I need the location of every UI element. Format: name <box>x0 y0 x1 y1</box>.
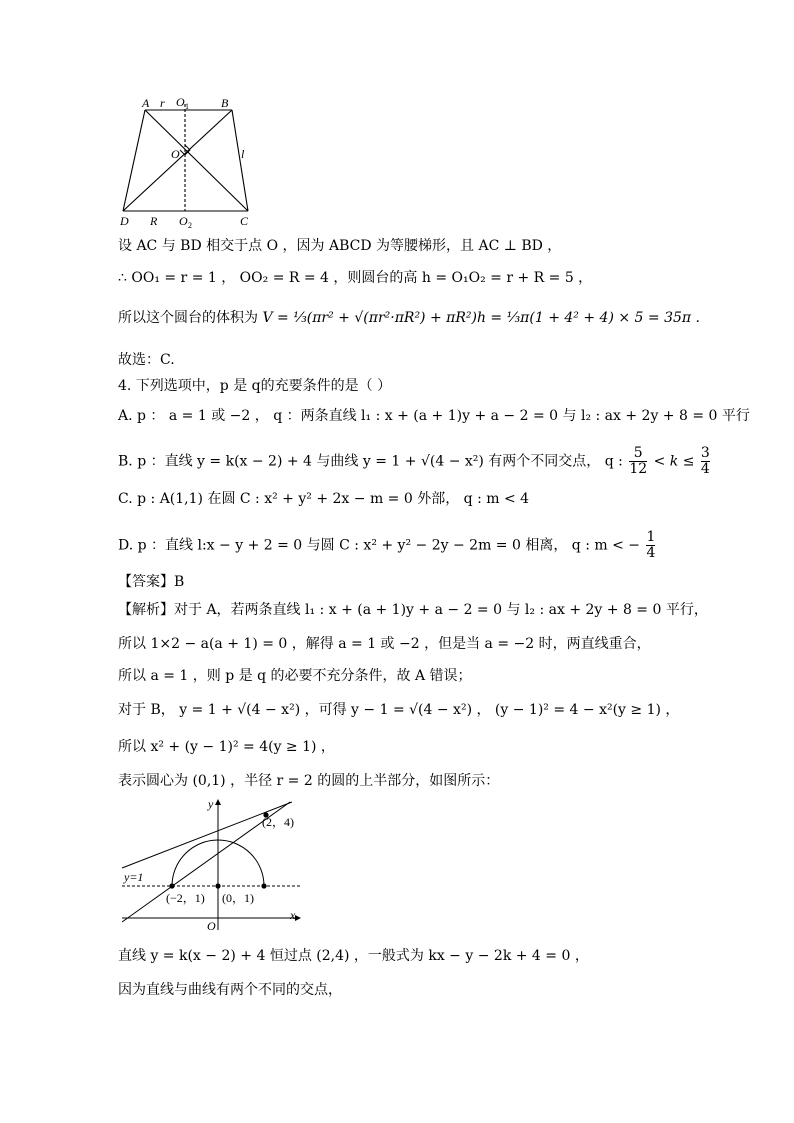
line-volume <box>118 308 700 328</box>
explain-8: 因为直线与曲线有两个不同的交点， <box>118 982 342 998</box>
label-o1: O <box>176 95 185 109</box>
label-y1: y=1 <box>124 870 144 884</box>
option-b <box>118 446 712 477</box>
label-o2-sub: 2 <box>188 221 192 228</box>
answer: 【答案】B <box>118 574 185 590</box>
line-height: ∴ OO₁ = r = 1 ， OO₂ = R = 4 ，则圆台的高 h = O₁O₂ = r + R = 5 ， <box>118 270 593 286</box>
frac-num: 5 <box>629 446 647 462</box>
frac-1-4 <box>646 530 655 561</box>
option-d-text: D. p ：直线 l:x − y + 2 = 0 与圆 C : x² + y² − 2y − 2m = 0 相离， q : m < − <box>118 537 640 554</box>
trapezoid-figure <box>110 92 260 228</box>
label-l: l <box>241 147 245 161</box>
label-r: r <box>160 96 165 110</box>
volume-prefix: 所以这个圆台的体积为 <box>118 310 258 326</box>
frac-den: 4 <box>646 545 656 561</box>
line-choice: 故选：C. <box>118 352 175 368</box>
label-point-0-1: (0，1) <box>222 891 254 905</box>
option-b-text: B. p ：直线 y = k(x − 2) + 4 与曲线 y = 1 + √(4 − x²) 有两个不同交点， q : <box>118 453 623 470</box>
label-x: x <box>290 908 296 922</box>
volume-formula: V = ⅓(πr² + √(πr²·πR²) + πR²)h = ⅓π(1 + 4² + 4) × 5 = 35π . <box>262 310 700 326</box>
semicircle-figure <box>118 796 308 934</box>
label-o1-sub: 1 <box>185 102 189 111</box>
option-d <box>118 530 657 561</box>
label-point-neg2-1: (−2，1) <box>166 891 205 905</box>
label-o: O <box>171 147 180 161</box>
explain-5: 所以 x² + (y − 1)² = 4(y ≥ 1) ， <box>118 739 335 755</box>
explain-4: 对于 B， y = 1 + √(4 − x²) ，可得 y − 1 = √(4 − x²) ， (y − 1)² = 4 − x²(y ≥ 1) ， <box>118 702 680 718</box>
tangent-line <box>122 802 292 868</box>
option-b-mid: < k ≤ <box>653 453 695 470</box>
explain-2: 所以 1×2 − a(a + 1) = 0 ，解得 a = 1 或 −2 ，但是当 a = −2 时，两直线重合， <box>118 636 651 652</box>
frac-5-12 <box>629 446 647 477</box>
option-a: A. p ： a = 1 或 −2 ， q ：两条直线 l₁ : x + (a + 1)y + a − 2 = 0 与 l₂ : ax + 2y + 8 = 0 平行 <box>118 408 750 424</box>
frac-3-4 <box>701 446 710 477</box>
explain-6: 表示圆心为 (0,1) ，半径 r = 2 的圆的上半部分，如图所示： <box>118 773 500 789</box>
point-neg2-1 <box>169 883 174 888</box>
frac-num: 1 <box>646 529 656 545</box>
line-intersect: 设 AC 与 BD 相交于点 O ，因为 ABCD 为等腰梯形，且 AC ⊥ BD ， <box>118 238 562 254</box>
right-leg <box>232 110 248 211</box>
label-y: y <box>208 797 214 811</box>
label-c: C <box>240 214 249 228</box>
frac-den: 12 <box>629 461 648 477</box>
diagonal-ac <box>145 110 248 211</box>
question-4: 4. 下列选项中，p 是 q的充要条件的是（ ） <box>118 378 392 394</box>
frac-den: 4 <box>700 461 710 477</box>
point-2-1 <box>261 883 266 888</box>
label-point-2-4: (2，4) <box>262 815 294 829</box>
label-a: A <box>142 96 150 110</box>
explain-7: 直线 y = k(x − 2) + 4 恒过点 (2,4) ，一般式为 kx − y − 2k + 4 = 0 ， <box>118 948 589 964</box>
explain-1: 【解析】对于 A，若两条直线 l₁ : x + (a + 1)y + a − 2 = 0 与 l₂ : ax + 2y + 8 = 0 平行， <box>118 602 708 618</box>
point-0-1 <box>215 883 220 888</box>
label-b: B <box>221 96 229 110</box>
label-big-r: R <box>150 214 158 228</box>
frac-num: 3 <box>700 445 710 461</box>
label-o2: O <box>179 214 188 228</box>
label-origin: O <box>207 919 216 933</box>
option-c: C. p : A(1,1) 在圆 C : x² + y² + 2x − m = 0 外部， q : m < 4 <box>118 491 530 507</box>
left-leg <box>123 110 145 211</box>
explain-3: 所以 a = 1 ，则 p 是 q 的必要不充分条件，故 A 错误； <box>118 668 472 684</box>
label-d: D <box>120 214 129 228</box>
